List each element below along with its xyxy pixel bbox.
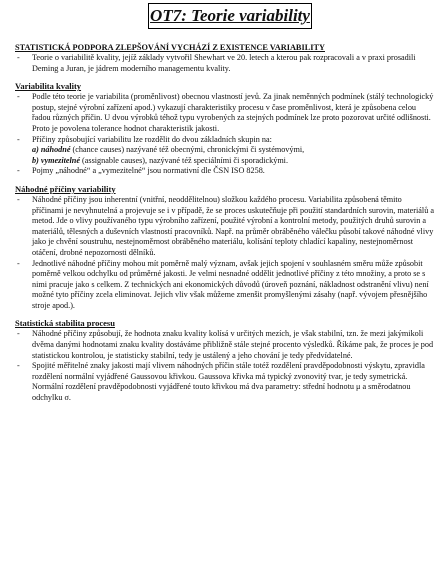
list-item xyxy=(15,259,435,312)
section-heading-nahodne: Náhodné příčiny variability xyxy=(15,183,116,194)
list-item xyxy=(15,92,435,134)
item-text: Příčiny způsobující variabilitu lze rozdělit do dvou základních skupin na: xyxy=(32,134,272,144)
cause-label: b) xyxy=(32,155,39,165)
section-heading-variabilita: Variabilita kvality xyxy=(15,81,82,92)
title-box xyxy=(148,3,312,29)
bullet-dash: - xyxy=(17,329,20,339)
cause-text: (chance causes) nazývané též obecnými, chronickými či systémovými, xyxy=(72,145,305,155)
item-text: Teorie o variabilitě kvality, jejíž základy vytvořil Shewhart ve 20. letech a kterou pak rozpracovali a v praxi prosadili Deming a Juran, je jádrem moderního managementu kvality. xyxy=(32,53,416,73)
bullet-dash: - xyxy=(17,258,20,268)
cause-term: náhodné xyxy=(40,145,71,155)
page-title: OT7: Teorie variability xyxy=(150,6,310,25)
intro-list xyxy=(15,53,435,74)
list-item xyxy=(15,135,435,167)
item-text: Jednotlivé náhodné příčiny mohou mít poměrně malý význam, avšak jejich spojení v souhlasném směru může způsobit poměrně velkou odchylku od průměrné jakosti. Je velmi nesnadné oddělit jednotlivé příčiny z této množiny, a proto se s nimi pracuje jako s celkem. Z technických ani ekonomických důvodů (úroveň poznání, nákladnost odstranění vlivu) není možné tyto příčiny zcela eliminovat. Jejich vliv však můžeme zmenšit promyšlenými zásahy (např. vývojem přesnějšího stroje apod.). xyxy=(32,258,429,310)
list-item xyxy=(15,166,435,177)
item-text: Náhodné příčiny způsobují, že hodnota znaku kvality kolísá v určitých mezích, je však stabilní, tzn. že mezi jakýmikoli dvěma danými hodnotami znaku kvality dostáváme přibližně stále stejné procento výsledků. Říkáme pak, že proces je pod statistickou kontrolou, je statisticky stabilní, tedy je ustálený a jeho chování je tedy předvídatelné. xyxy=(32,329,434,360)
list-item xyxy=(15,361,435,403)
list-item xyxy=(15,195,435,259)
bullet-dash: - xyxy=(17,166,20,176)
item-text: Pojmy „náhodné“ a „vymezitelné“ jsou normativní dle ČSN ISO 8258. xyxy=(32,166,265,176)
cause-line-b xyxy=(32,156,435,167)
cause-line-a xyxy=(32,145,435,156)
item-text: Náhodné příčiny jsou inherentní (vnitřní, neoddělitelnou) složkou každého procesu. Variabilita způsobená těmito příčinami je nevyhnutelná a projevuje se i v případě, že se proces uskutečňuje při použití standardních surovin, materiálů a metod. Jde o vlivy používaného typu výrobního zařízení, použité výrobní a kontrolní metody, použitých druhů surovin a materiálů, tělesných a duševních vlastností pracovníků. Např. na průměr obráběného válečku působí takové náhodné vlivy jako je chvění soustruhu, nestejnoměrnost obráběného materiálu, kolísání teploty chladící kapaliny, nestejnoměrnost otáčení, drobné nepozornosti dělníků. xyxy=(32,194,434,257)
cause-text: (assignable causes), nazývané též speciálními či sporadickými. xyxy=(82,155,289,165)
main-heading: STATISTICKÁ PODPORA ZLEPŠOVÁNÍ VYCHÁZÍ Z EXISTENCE VARIABILITY xyxy=(15,43,325,52)
item-text: Podle této teorie je variabilita (proměnlivost) obecnou vlastností jevů. Za jinak neměnných podmínek (stálý technologický postup, stejné výrobní zařízení apod.) vykazují charakteristiky procesu v čase proměnlivost, která je způsobena celou řadou různých příčin. U dvou výrobků téhož typu vyrobených za stejných podmínek lze proto pozorovat určité odlišnosti. Proto je povolena tolerance hodnot charakteristik jakosti. xyxy=(32,92,434,133)
bullet-dash: - xyxy=(17,134,20,144)
list-item xyxy=(15,329,435,361)
section-heading-stabilita: Statistická stabilita procesu xyxy=(15,318,115,329)
section-list-variabilita xyxy=(15,92,435,177)
bullet-dash: - xyxy=(17,92,20,102)
list-item xyxy=(15,53,435,74)
cause-term: vymezitelné xyxy=(40,155,80,165)
bullet-dash: - xyxy=(17,194,20,204)
section-list-nahodne xyxy=(15,195,435,312)
document-body xyxy=(15,42,435,404)
cause-label: a) xyxy=(32,145,39,155)
bullet-dash: - xyxy=(17,53,20,62)
item-text: Spojité měřitelné znaky jakosti mají vlivem náhodných příčin stále totéž rozdělení pravděpodobnosti výskytu, zpravidla rozdělení normální vyjádřené Gaussovou křivkou. Gaussova křivka má typický zvonovitý tvar, je tedy symetrická. Normální rozdělení pravděpodobnosti vyjádřené touto křivkou má dva parametry: střední hodnotu μ a směrodatnou odchylku σ. xyxy=(32,361,425,403)
section-list-stabilita xyxy=(15,329,435,403)
bullet-dash: - xyxy=(17,361,20,371)
